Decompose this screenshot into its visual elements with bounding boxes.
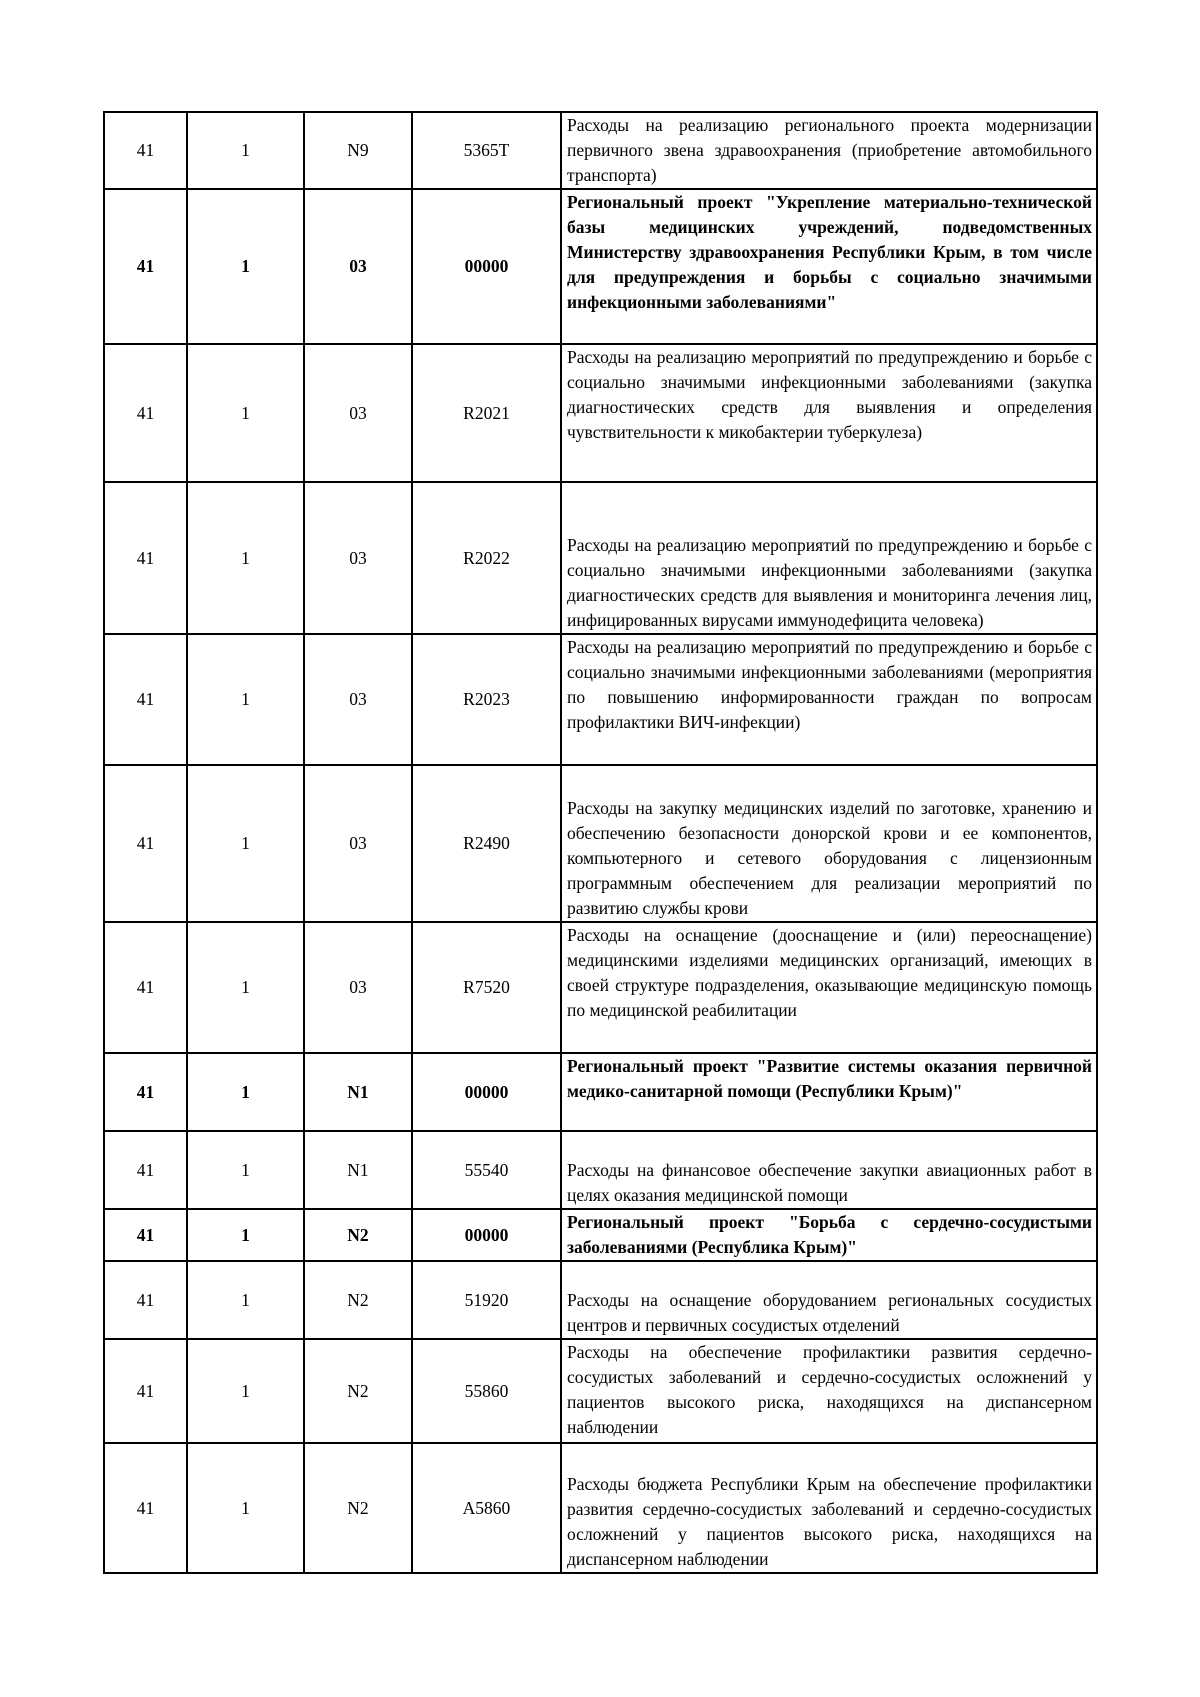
code-col-1-cell: 41 (104, 189, 187, 344)
table-row (104, 765, 1097, 922)
code-col-1-cell: 41 (104, 1339, 187, 1443)
code-col-4-cell: 55540 (412, 1131, 561, 1209)
table-row (104, 344, 1097, 482)
code-col-4-cell: 00000 (412, 1053, 561, 1131)
code-col-2-cell: 1 (187, 1209, 304, 1261)
table-row (104, 1261, 1097, 1339)
code-col-2-cell: 1 (187, 482, 304, 634)
code-col-2-cell: 1 (187, 1443, 304, 1573)
table-row (104, 1443, 1097, 1573)
code-col-2-cell: 1 (187, 922, 304, 1053)
code-col-1-cell: 41 (104, 482, 187, 634)
code-col-3-cell: N2 (304, 1339, 412, 1443)
code-col-3-cell: 03 (304, 344, 412, 482)
code-col-1-cell: 41 (104, 112, 187, 189)
code-col-3-cell: 03 (304, 482, 412, 634)
description-cell: Региональный проект "Развитие системы оказания первичной медико-санитарной помощи (Республики Крым)" (561, 1053, 1097, 1131)
code-col-3-cell: N2 (304, 1443, 412, 1573)
code-col-2-cell: 1 (187, 344, 304, 482)
code-col-3-cell: 03 (304, 765, 412, 922)
description-cell: Расходы на обеспечение профилактики развития сердечно-сосудистых заболеваний и сердечно-сосудистых осложнений у пациентов высокого риска, находящихся на диспансерном наблюдении (561, 1339, 1097, 1443)
table-row (104, 922, 1097, 1053)
code-col-4-cell: 00000 (412, 1209, 561, 1261)
description-cell: Расходы бюджета Республики Крым на обеспечение профилактики развития сердечно-сосудистых заболеваний и сердечно-сосудистых осложнений у пациентов высокого риска, находящихся на диспансерном наблюдении (561, 1443, 1097, 1573)
code-col-3-cell: 03 (304, 634, 412, 765)
code-col-2-cell: 1 (187, 189, 304, 344)
code-col-1-cell: 41 (104, 344, 187, 482)
table-row (104, 189, 1097, 344)
description-cell: Расходы на реализацию мероприятий по предупреждению и борьбе с социально значимыми инфекционными заболеваниями (мероприятия по повышению информированности граждан по вопросам профилактики ВИЧ-инфекции) (561, 634, 1097, 765)
description-cell: Расходы на реализацию мероприятий по предупреждению и борьбе с социально значимыми инфекционными заболеваниями (закупка диагностических средств для выявления и мониторинга лечения лиц, инфицированных вирусами иммунодефицита человека) (561, 482, 1097, 634)
code-col-4-cell: 5365T (412, 112, 561, 189)
description-cell: Расходы на финансовое обеспечение закупки авиационных работ в целях оказания медицинской помощи (561, 1131, 1097, 1209)
code-col-3-cell: N9 (304, 112, 412, 189)
code-col-4-cell: R7520 (412, 922, 561, 1053)
table-row (104, 1053, 1097, 1131)
description-cell: Расходы на закупку медицинских изделий по заготовке, хранению и обеспечению безопасности донорской крови и ее компонентов, компьютерного и сетевого оборудования с лицензионным программным обеспечением для реализации мероприятий по развитию службы крови (561, 765, 1097, 922)
description-cell: Расходы на реализацию регионального проекта модернизации первичного звена здравоохранения (приобретение автомобильного транспорта) (561, 112, 1097, 189)
code-col-3-cell: N2 (304, 1261, 412, 1339)
code-col-4-cell: R2023 (412, 634, 561, 765)
code-col-3-cell: 03 (304, 189, 412, 344)
budget-classification-table (103, 111, 1098, 1574)
code-col-4-cell: 51920 (412, 1261, 561, 1339)
code-col-4-cell: R2021 (412, 344, 561, 482)
code-col-4-cell: 55860 (412, 1339, 561, 1443)
code-col-3-cell: N1 (304, 1053, 412, 1131)
table-row (104, 482, 1097, 634)
table-row (104, 1209, 1097, 1261)
code-col-3-cell: 03 (304, 922, 412, 1053)
description-cell: Региональный проект "Борьба с сердечно-сосудистыми заболеваниями (Республика Крым)" (561, 1209, 1097, 1261)
code-col-3-cell: N2 (304, 1209, 412, 1261)
code-col-2-cell: 1 (187, 1339, 304, 1443)
code-col-4-cell: R2022 (412, 482, 561, 634)
code-col-3-cell: N1 (304, 1131, 412, 1209)
code-col-2-cell: 1 (187, 765, 304, 922)
code-col-1-cell: 41 (104, 634, 187, 765)
code-col-4-cell: R2490 (412, 765, 561, 922)
table-row (104, 112, 1097, 189)
table-body (104, 112, 1097, 1573)
code-col-2-cell: 1 (187, 1131, 304, 1209)
table-row (104, 1339, 1097, 1443)
code-col-1-cell: 41 (104, 1131, 187, 1209)
description-cell: Расходы на оснащение (дооснащение и (или) переоснащение) медицинскими изделиями медицинских организаций, имеющих в своей структуре подразделения, оказывающие медицинскую помощь по медицинской реабилитации (561, 922, 1097, 1053)
code-col-4-cell: 00000 (412, 189, 561, 344)
code-col-1-cell: 41 (104, 765, 187, 922)
table-row (104, 1131, 1097, 1209)
code-col-2-cell: 1 (187, 112, 304, 189)
code-col-1-cell: 41 (104, 1261, 187, 1339)
code-col-2-cell: 1 (187, 634, 304, 765)
code-col-1-cell: 41 (104, 922, 187, 1053)
code-col-1-cell: 41 (104, 1209, 187, 1261)
table-row (104, 634, 1097, 765)
code-col-4-cell: A5860 (412, 1443, 561, 1573)
code-col-1-cell: 41 (104, 1443, 187, 1573)
description-cell: Расходы на оснащение оборудованием региональных сосудистых центров и первичных сосудистых отделений (561, 1261, 1097, 1339)
description-cell: Расходы на реализацию мероприятий по предупреждению и борьбе с социально значимыми инфекционными заболеваниями (закупка диагностических средств для выявления и определения чувствительности к микобактерии туберкулеза) (561, 344, 1097, 482)
code-col-2-cell: 1 (187, 1261, 304, 1339)
code-col-2-cell: 1 (187, 1053, 304, 1131)
description-cell: Региональный проект "Укрепление материально-технической базы медицинских учреждений, подведомственных Министерству здравоохранения Республики Крым, в том числе для предупреждения и борьбы с социально значимыми инфекционными заболеваниями" (561, 189, 1097, 344)
code-col-1-cell: 41 (104, 1053, 187, 1131)
